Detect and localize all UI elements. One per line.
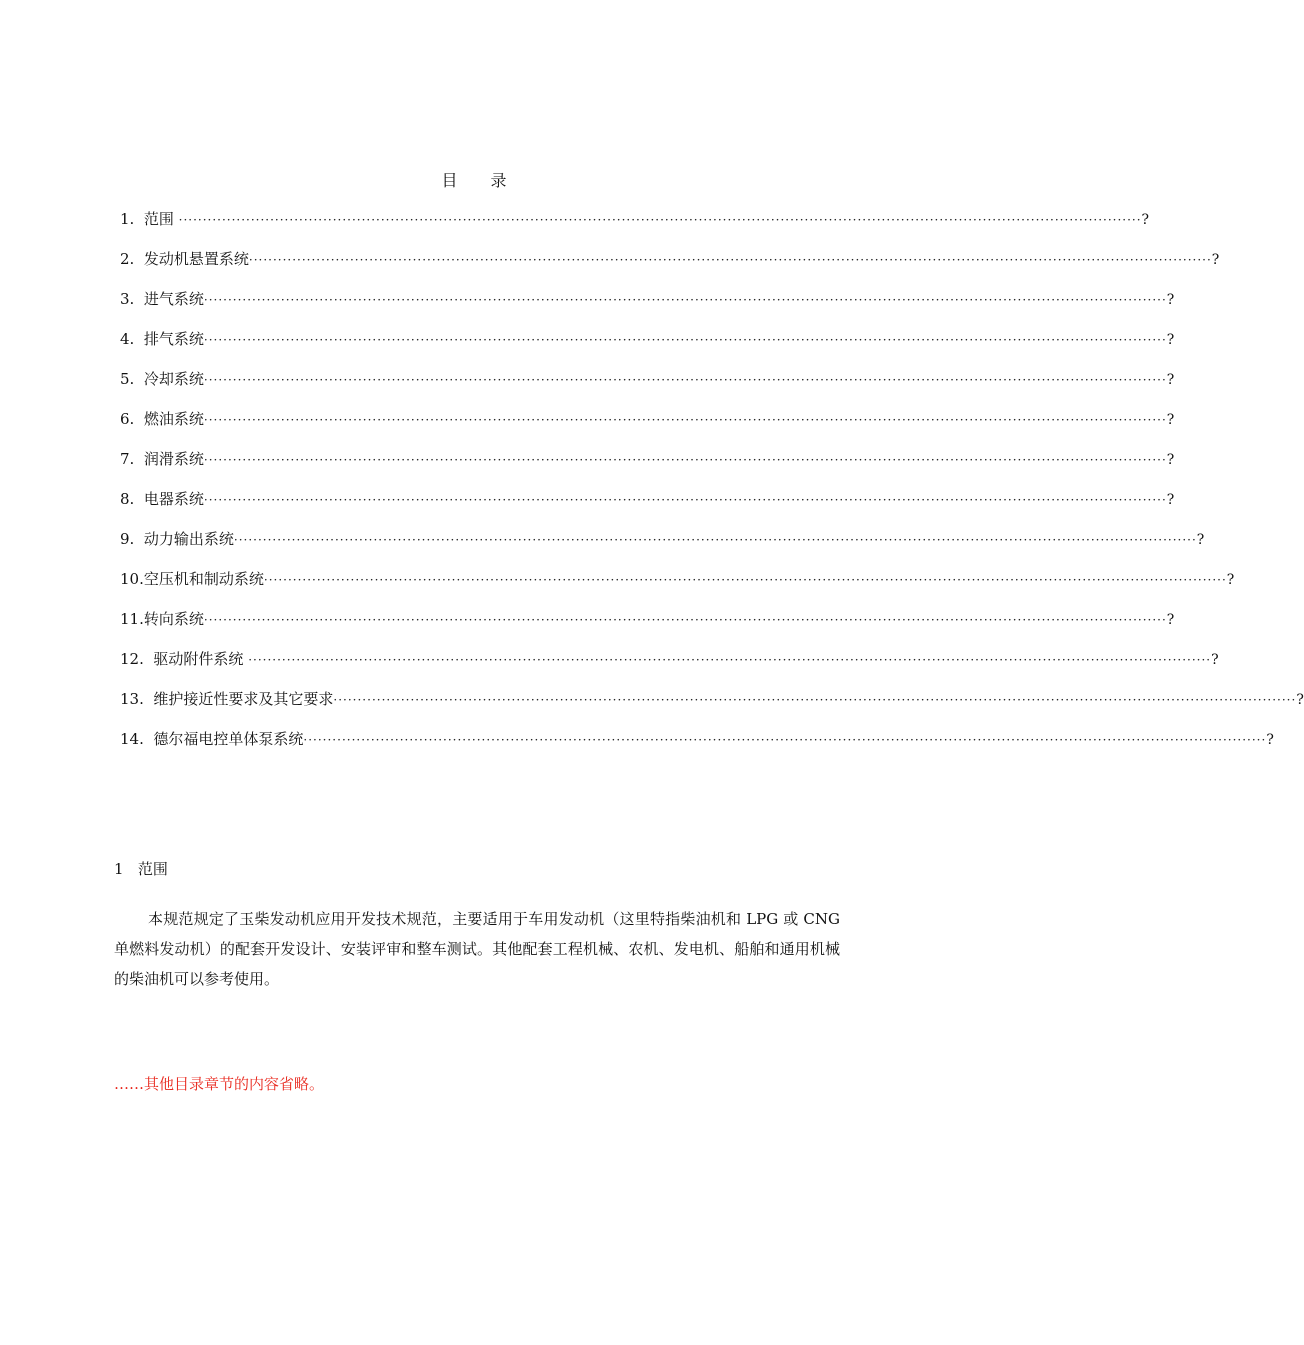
toc-entry-title: 电器系统 — [143, 490, 204, 508]
toc-leader-dots: ········································································································································································································ — [203, 373, 1167, 387]
toc-entry-page: ? — [1166, 292, 1175, 308]
toc-leader-dots: ········································································································································································································ — [203, 333, 1167, 347]
toc-entry-page: ? — [1166, 452, 1175, 468]
toc-entry-page: ? — [1166, 372, 1175, 388]
toc-leader-dots: ········································································································································································································ — [203, 293, 1167, 307]
toc-entry-page: ? — [1141, 212, 1150, 228]
toc-entry-number: 11. — [120, 610, 144, 628]
toc-entry-page: ? — [1166, 332, 1175, 348]
toc-leader-dots: ········································································································································································································ — [303, 733, 1267, 747]
toc-leader-dots: ········································································································································································································ — [248, 253, 1212, 267]
toc-entry-title: 德尔福电控单体泵系统 — [153, 730, 304, 748]
toc-entry-title: 维护接近性要求及其它要求 — [153, 690, 334, 708]
toc-entry-number: 1. — [120, 210, 144, 228]
toc-entry-number: 5. — [120, 370, 144, 388]
toc-entry[interactable] — [120, 645, 1219, 685]
toc-entry-page: ? — [1296, 692, 1304, 708]
toc-entry-page: ? — [1196, 532, 1205, 548]
toc-entry-number: 9. — [120, 530, 144, 548]
toc-entry-number: 12. — [120, 650, 154, 668]
toc-leader-dots: ········································································································································································································ — [203, 613, 1167, 627]
toc-entry[interactable] — [120, 405, 1175, 445]
toc-entry-title: 转向系统 — [143, 610, 204, 628]
toc-entry-number: 13. — [120, 690, 154, 708]
toc-entry[interactable] — [120, 325, 1175, 365]
toc-entry-number: 14. — [120, 730, 154, 748]
toc-entry-page: ? — [1166, 492, 1175, 508]
toc-entry-page: ? — [1211, 252, 1220, 268]
toc-entry[interactable] — [120, 245, 1220, 285]
toc-leader-dots: ········································································································································································································ — [263, 573, 1227, 587]
toc-entry-title: 发动机悬置系统 — [143, 250, 249, 268]
toc-entry-page: ? — [1211, 652, 1219, 668]
toc-entry-title: 燃油系统 — [143, 410, 204, 428]
toc-leader-dots: ········································································································································································································ — [178, 213, 1142, 227]
toc-entry-number: 2. — [120, 250, 144, 268]
toc-entry-page: ? — [1226, 572, 1235, 588]
toc-entry-number: 10. — [120, 570, 144, 588]
toc-entry-title: 范围 — [143, 210, 179, 228]
toc-entry-page: ? — [1266, 732, 1274, 748]
toc-entry[interactable] — [120, 365, 1175, 405]
toc-entry-number: 7. — [120, 450, 144, 468]
section-body-paragraph: 本规范规定了玉柴发动机应用开发技术规范，主要适用于车用发动机（这里特指柴油机和 LPG 或 CNG单燃料发动机）的配套开发设计、安装评审和整车测试。其他配套工程机械、农机、发电机、船舶和通用机械的柴油机可以参考使用。 — [114, 910, 840, 988]
toc-entry[interactable] — [120, 565, 1235, 605]
toc-entry-title: 驱动附件系统 — [153, 650, 249, 668]
toc-entry[interactable] — [120, 725, 1274, 765]
toc-leader-dots: ········································································································································································································ — [233, 533, 1197, 547]
toc-leader-dots: ········································································································································································································ — [248, 653, 1212, 667]
toc-entry-title: 冷却系统 — [143, 370, 204, 388]
toc-entry-number: 4. — [120, 330, 144, 348]
toc-entry-page: ? — [1166, 612, 1175, 628]
toc-entry-title: 润滑系统 — [143, 450, 204, 468]
toc-entry[interactable] — [120, 445, 1175, 485]
toc-list — [120, 205, 1304, 765]
toc-entry-title: 进气系统 — [143, 290, 204, 308]
toc-entry[interactable] — [120, 525, 1205, 565]
toc-leader-dots: ········································································································································································································ — [203, 413, 1167, 427]
toc-title: 目 录 — [441, 171, 521, 190]
toc-entry-title: 空压机和制动系统 — [143, 570, 264, 588]
toc-entry[interactable] — [120, 285, 1175, 325]
toc-entry-title: 动力输出系统 — [143, 530, 234, 548]
toc-entry[interactable] — [120, 685, 1304, 725]
toc-entry-title: 排气系统 — [143, 330, 204, 348]
toc-entry-number: 8. — [120, 490, 144, 508]
toc-leader-dots: ········································································································································································································ — [333, 693, 1297, 707]
toc-entry-number: 3. — [120, 290, 144, 308]
toc-entry-number: 6. — [120, 410, 144, 428]
toc-entry[interactable] — [120, 205, 1150, 245]
toc-leader-dots: ········································································································································································································ — [203, 493, 1167, 507]
toc-leader-dots: ········································································································································································································ — [203, 453, 1167, 467]
omitted-content-note: ……其他目录章节的内容省略。 — [114, 1075, 325, 1093]
section-heading: 1 范围 — [114, 860, 168, 878]
toc-entry[interactable] — [120, 605, 1175, 645]
toc-entry-page: ? — [1166, 412, 1175, 428]
toc-entry[interactable] — [120, 485, 1175, 525]
